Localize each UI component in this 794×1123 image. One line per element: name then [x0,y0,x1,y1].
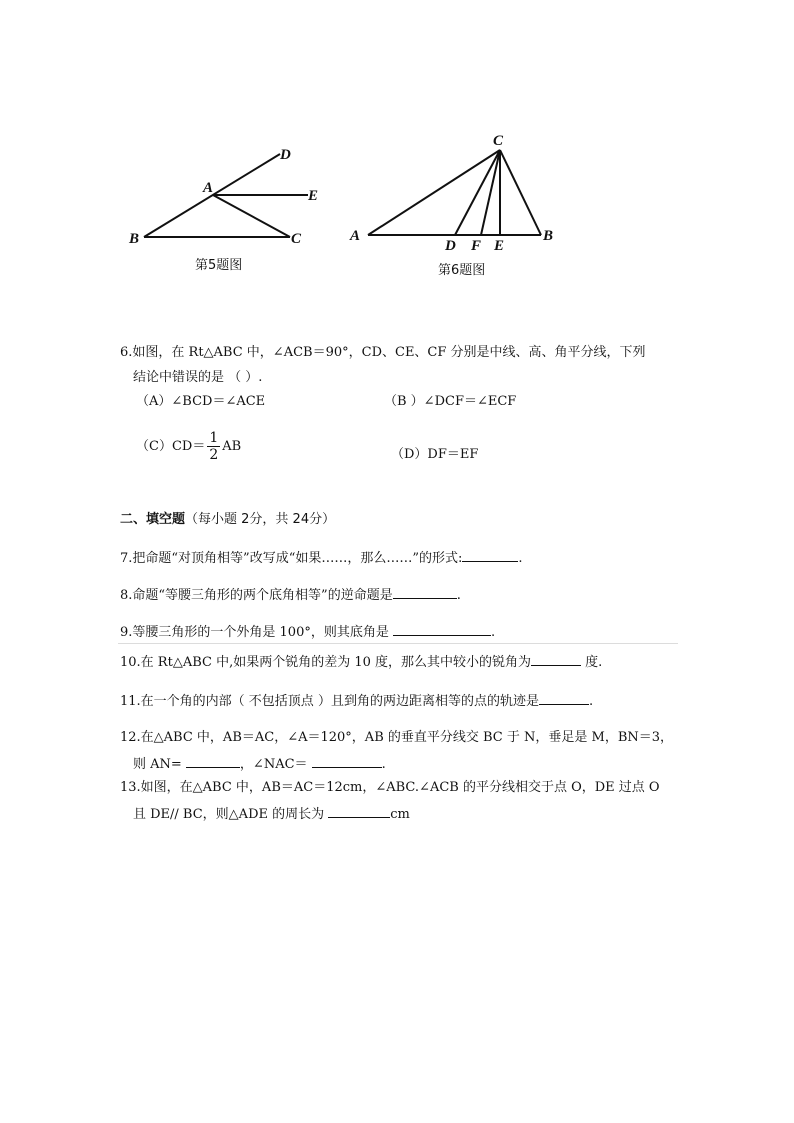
figure-5 [120,140,340,280]
question-9-text: 9.等腰三角形的一个外角是 100°，则其底角是 [120,625,393,640]
label-b: B [543,228,554,244]
figure-6-caption: 第6题图 [438,263,486,278]
question-13-unit: cm [390,807,410,822]
label-c: C [291,231,302,247]
figure-6 [345,128,565,280]
question-12-an-label: 则 AN= [133,757,186,772]
label-b: B [129,231,140,247]
fraction-numerator: 1 [209,430,219,446]
question-11-text: 11.在一个角的内部（ 不包括顶点 ）且到角的两边距离相等的点的轨迹是 [120,694,539,709]
question-6-option-b: （B ）∠DCF＝∠ECF [384,394,517,409]
section-2-note: （每小题 2分，共 24分） [185,512,336,527]
answer-blank[interactable] [393,622,491,636]
answer-blank-angle[interactable] [312,754,382,768]
question-6-option-c [136,430,241,464]
figure-6-diagram [345,128,565,253]
answer-blank[interactable] [462,548,518,562]
question-7-end: . [518,551,523,566]
label-f: F [471,238,482,253]
section-2-title: 二、填空题 [120,512,186,527]
question-13-line1: 13.如图，在△ABC 中，AB＝AC＝12cm，∠ABC.∠ACB 的平分线相交于点 O，DE 过点 O [120,780,660,795]
option-c-suffix: AB [222,439,242,454]
question-6-option-a: （A）∠BCD＝∠ACE [136,394,266,409]
question-7 [120,548,523,568]
question-10 [120,652,602,672]
question-8 [120,585,461,605]
label-a: A [203,180,214,196]
section-2-header [120,508,335,527]
figure-5-diagram [120,140,340,250]
question-8-end: . [456,588,461,603]
figure-5-caption: 第5题图 [195,258,243,273]
question-9 [120,622,495,642]
label-a: A [350,228,361,244]
question-8-text: 8.命题“等腰三角形的两个底角相等”的逆命题是 [120,588,393,603]
question-9-end: . [490,625,496,640]
question-12-angle-label: ，∠NAC＝ [239,757,312,772]
fraction-denominator: 2 [209,447,219,463]
question-12-end: . [381,757,386,772]
question-11 [120,691,593,711]
question-6-line1: 6.如图，在 Rt△ABC 中，∠ACB＝90°，CD、CE、CF 分别是中线、高、角平分线，下列 [120,345,646,360]
question-12-line1: 12.在△ABC 中，AB＝AC，∠A＝120°，AB 的垂直平分线交 BC 于 N，垂足是 M，BN＝3， [120,730,674,745]
question-6-option-d: （D）DF＝EF [391,447,479,462]
answer-blank[interactable] [328,804,390,818]
fraction-one-half [207,430,220,463]
label-e: E [308,188,319,204]
question-10-end: 度. [581,655,603,670]
question-7-text: 7.把命题“对顶角相等”改写成“如果……，那么……”的形式: [120,551,463,566]
question-13-line2 [133,804,410,824]
question-10-text: 10.在 Rt△ABC 中,如果两个锐角的差为 10 度，那么其中较小的锐角为 [120,655,532,670]
answer-blank-an[interactable] [186,754,240,768]
label-e: E [494,238,505,253]
question-12-line2 [133,754,386,774]
label-d: D [280,147,291,163]
answer-blank[interactable] [393,585,457,599]
question-13-text: 且 DE// BC，则△ADE 的周长为 [133,807,329,822]
answer-blank[interactable] [539,691,589,705]
option-c-prefix: （C）CD＝ [136,439,206,454]
label-d: D [445,238,456,253]
divider-line [118,643,678,644]
label-c: C [493,133,504,149]
question-6-line2: 结论中错误的是 （ ）. [133,370,263,385]
answer-blank[interactable] [531,652,581,666]
question-11-end: . [588,694,594,709]
